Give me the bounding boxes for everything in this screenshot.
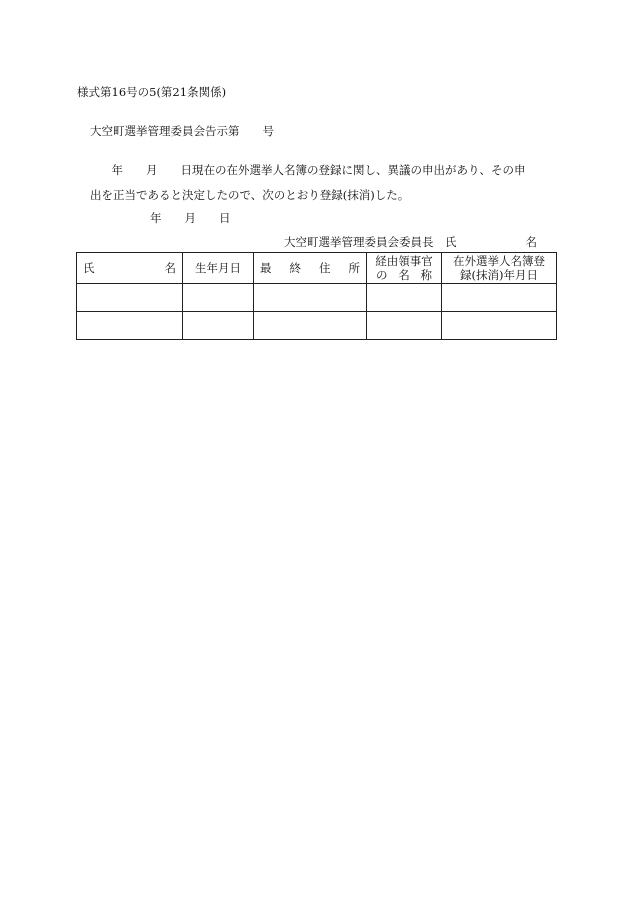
header-address-char: 終 [289,261,301,275]
cell-address[interactable] [254,312,367,340]
header-consul-char: の [376,268,388,282]
header-address-char: 住 [319,261,331,275]
table-header-row [77,253,557,284]
header-address-char: 所 [348,261,360,275]
header-address-char: 最 [260,261,272,275]
date-line: 年 月 日 [150,211,231,225]
cell-address[interactable] [254,284,367,312]
table-row [77,284,557,312]
body-text-line-1: 年 月 日現在の在外選挙人名簿の登録に関し、異議の申出があり、その申 [77,163,526,177]
cell-name[interactable] [77,284,183,312]
cell-birthdate[interactable] [183,284,254,312]
registration-table [76,252,557,340]
cell-registration-date[interactable] [442,312,557,340]
header-registration-line-1: 在外選挙人名簿登 [453,254,545,268]
header-name-surname: 氏 [83,261,95,275]
header-birthdate: 生年月日 [183,253,254,284]
form-number: 様式第16号の5(第21条関係) [77,85,227,99]
table-row [77,312,557,340]
header-consul [367,253,442,284]
header-registration-line-2: 録(抹消)年月日 [460,268,538,282]
header-address [254,253,367,284]
cell-consul[interactable] [367,312,442,340]
header-name [77,253,183,284]
notice-title: 大空町選挙管理委員会告示第 号 [90,124,274,138]
cell-name[interactable] [77,312,183,340]
signer-line: 大空町選挙管理委員会委員長 氏 名 [284,235,537,249]
body-text-line-2: 出を正当であると決定したので、次のとおり登録(抹消)した。 [90,188,410,202]
header-consul-char: 名 [398,268,410,282]
cell-consul[interactable] [367,284,442,312]
header-consul-line-1: 経由領事官 [375,254,433,268]
header-name-given: 名 [164,261,176,275]
header-registration-date [442,253,557,284]
cell-birthdate[interactable] [183,312,254,340]
cell-registration-date[interactable] [442,284,557,312]
header-consul-char: 称 [420,268,432,282]
